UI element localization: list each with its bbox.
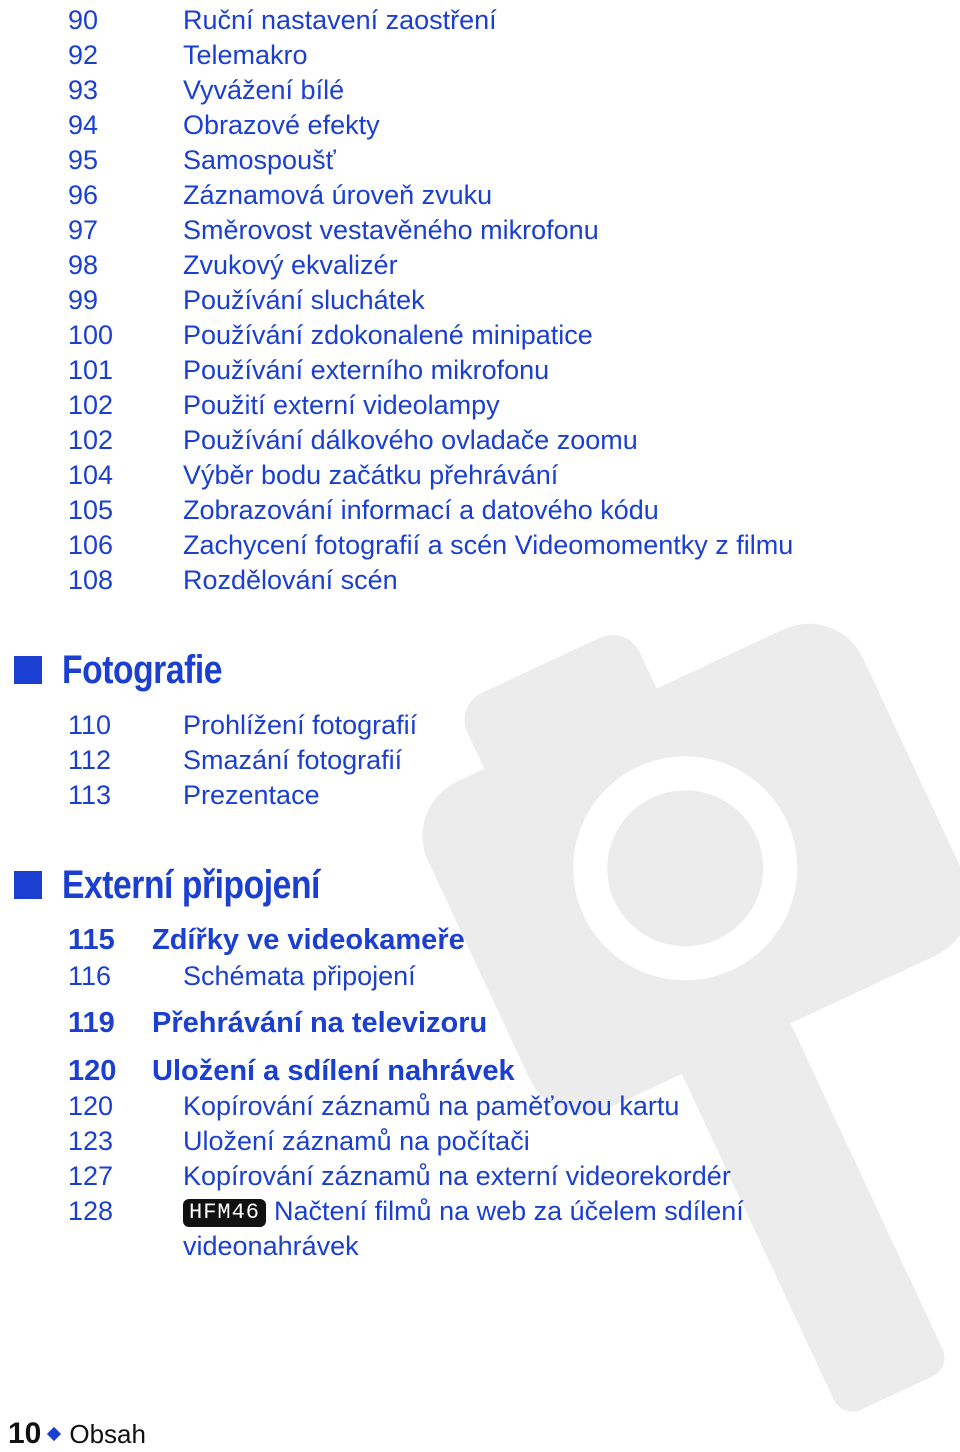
footer-label: Obsah [69, 1419, 146, 1449]
entry-title: Telemakro [183, 40, 308, 70]
entry-title: Použití externí videolampy [183, 390, 500, 420]
page-number: 116 [68, 961, 112, 991]
entry-title: Kopírování záznamů na externí videorekordér [183, 1161, 731, 1191]
entry-title: Prohlížení fotografií [183, 710, 418, 740]
page-number: 120 [68, 1091, 114, 1121]
page-number: 112 [68, 745, 112, 775]
entry-title: Rozdělování scén [183, 565, 398, 595]
section-title: Fotografie [62, 648, 223, 692]
entry-title: Zvukový ekvalizér [183, 250, 398, 280]
entry-title: Ruční nastavení zaostření [183, 5, 497, 35]
square-bullet-icon [14, 656, 42, 684]
entry-title: Zachycení fotografií a scén Videomomentky z filmu [183, 530, 794, 560]
page-number: 96 [68, 180, 99, 210]
group-title: Zdířky ve videokameře [152, 924, 465, 956]
entry-title: Obrazové efekty [183, 110, 380, 140]
page-number: 102 [68, 425, 114, 455]
page-number: 92 [68, 40, 99, 70]
page-number: 105 [68, 495, 114, 525]
entry-title: Záznamová úroveň zvuku [183, 180, 493, 210]
model-badge: HFM46 [183, 1199, 266, 1227]
page-number: 128 [68, 1196, 114, 1226]
page-number: 115 [68, 924, 115, 956]
page-number: 106 [68, 530, 114, 560]
entry-title: Zobrazování informací a datového kódu [183, 495, 659, 525]
entry-title: Směrovost vestavěného mikrofonu [183, 215, 599, 245]
entry-title: Používání externího mikrofonu [183, 355, 550, 385]
page-number: 102 [68, 390, 114, 420]
entry-title: Samospoušť [183, 145, 336, 175]
entry-title: Používání zdokonalené minipatice [183, 320, 593, 350]
entry-title: Smazání fotografií [183, 745, 403, 775]
entry-title: Prezentace [183, 780, 320, 810]
entry-title: Vyvážení bílé [183, 75, 345, 105]
page-number: 90 [68, 5, 99, 35]
section-title: Externí připojení [62, 863, 320, 907]
page-number: 113 [68, 780, 112, 810]
page-number: 98 [68, 250, 99, 280]
page-number: 99 [68, 285, 99, 315]
entry-title: Uložení záznamů na počítači [183, 1126, 530, 1156]
entry-title: Používání dálkového ovladače zoomu [183, 425, 638, 455]
page-number: 100 [68, 320, 114, 350]
entry-title: Výběr bodu začátku přehrávání [183, 460, 559, 490]
page-number: 120 [68, 1055, 117, 1087]
page-number: 119 [68, 1007, 115, 1039]
group-title: Přehrávání na televizoru [152, 1007, 488, 1039]
entry-title: Kopírování záznamů na paměťovou kartu [183, 1091, 680, 1121]
page-number: 97 [68, 215, 99, 245]
group-title: Uložení a sdílení nahrávek [152, 1055, 515, 1087]
entry-title: Schémata připojení [183, 961, 416, 991]
entry-title-line1 [183, 1194, 744, 1229]
page-number: 110 [68, 710, 112, 740]
page-number: 123 [68, 1126, 114, 1156]
page-number: 127 [68, 1161, 114, 1191]
entry-title: Načtení filmů na web za účelem sdílení [274, 1196, 744, 1226]
page-number: 95 [68, 145, 99, 175]
page-number: 93 [68, 75, 99, 105]
page-number: 104 [68, 460, 114, 490]
entry-title-line2: videonahrávek [183, 1231, 359, 1261]
page-number: 94 [68, 110, 99, 140]
page-number: 101 [68, 355, 114, 385]
page-number: 108 [68, 565, 114, 595]
square-bullet-icon [14, 871, 42, 899]
diamond-icon [47, 1427, 61, 1441]
entry-title: Používání sluchátek [183, 285, 425, 315]
page-number: 10 [8, 1417, 42, 1450]
